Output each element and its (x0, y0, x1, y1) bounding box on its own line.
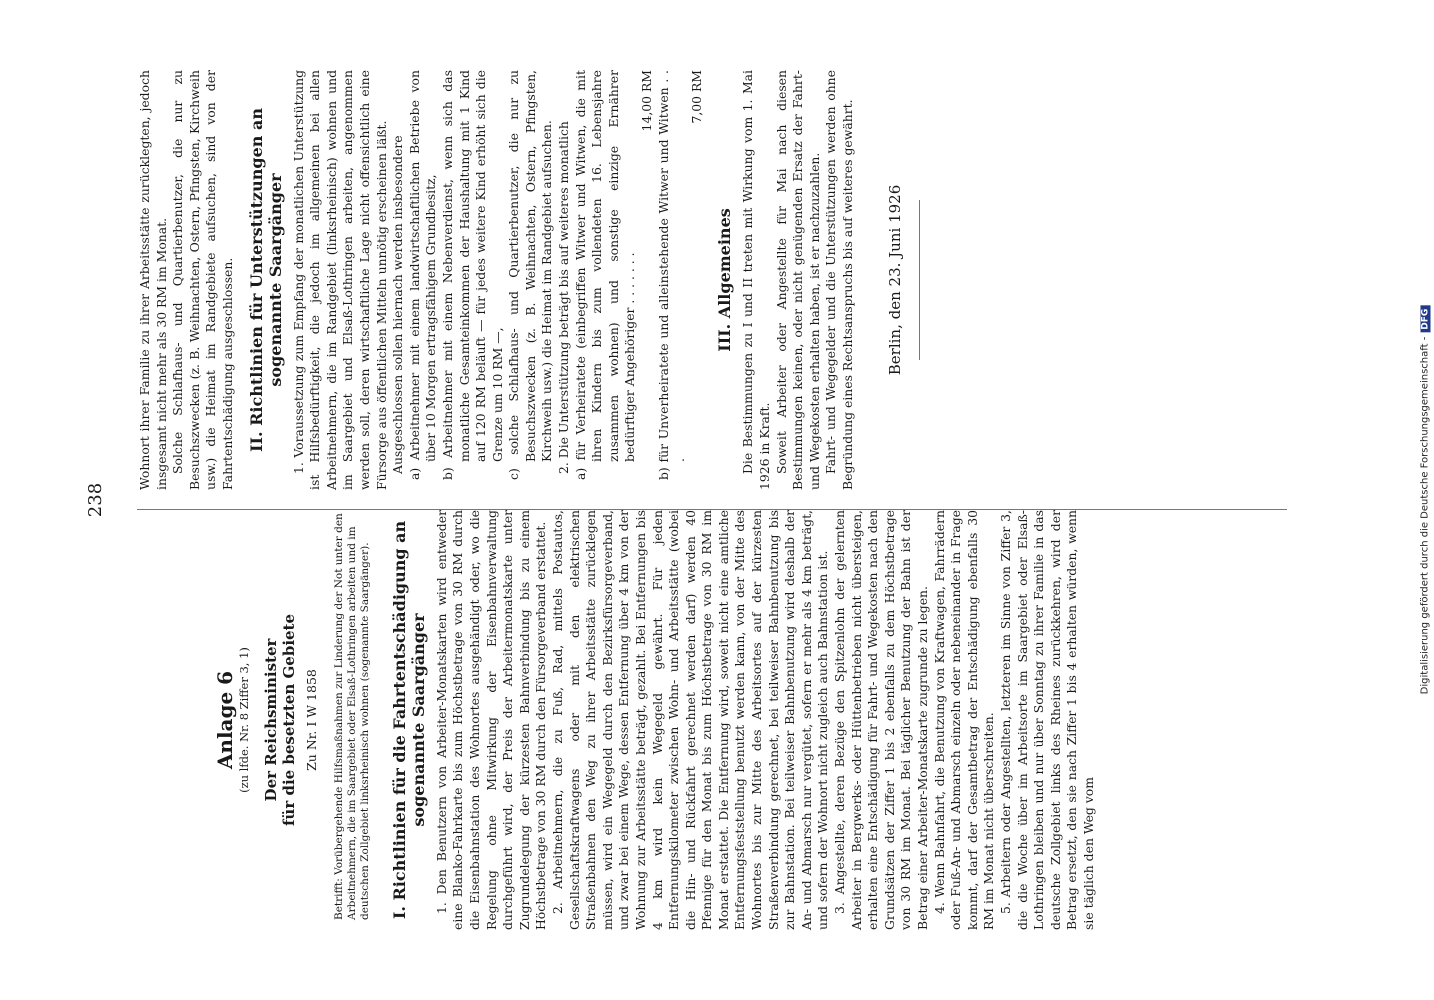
right-column (137, 70, 920, 490)
authority-line-1: Der Reichsminister (262, 638, 281, 802)
anlage-reference: (zu lfde. Nr. 8 Ziffer 3, 1) (236, 647, 251, 793)
section-3-paragraph-1: Die Bestimmungen zu I und II treten mit Wirkung vom 1. Mai 1926 in Kraft. (740, 70, 772, 490)
section-1-paragraph-2: 2. Arbeitnehmern, die zu Fuß, Rad, mittels Postautos, Gesellschaftskraftwagens oder mit den elektrischen Straßenbahnen den Weg zu ihrer Arbeitsstätte zurücklegen müssen, wird ein Wegegeld durch den Bezirksfürsorgeverband, und zwar bei einem Wege, dessen Entfernung über 4 km von der Wohnung zur Arbeitsstätte beträgt, gezahlt. Bei Entfernungen bis 4 km wird kein Wegegeld gewährt. Für jeden Entfernungskilometer zwischen Wohn- und Arbeitsstätte (wobei die Hin- und Rückfahrt gerechnet werden darf) werden 40 Pfennige für den Monat bis zum Höchstbetrage von 30 RM im Monat erstattet. Die Entfernung wird, soweit nicht eine amtliche Entfernungsfeststellung benutzt werden kann, von der Mitte des Wohnortes bis zur Mitte des Arbeitsortes auf der kürzesten Straßenverbindung gerechnet, bei teilweiser Bahnbenutzung bis zur Bahnstation. Bei teilweiser Bahnbenutzung wird deshalb der An- und Abmarsch nur vergütet, sofern er mehr als 4 km beträgt, und sofern der Wohnort nicht zugleich auch Bahnstation ist. (549, 510, 831, 930)
betrifft-note: Betrifft: Vorübergehende Hilfsmaßnahmen zur Linderung der Not unter den Arbeitnehmern, die im Saargebiet oder Elsaß-Lothringen arbeiten und im deutschen Zollgebiet linksrheinisch wohnen (sogenannte Saargänger). (332, 513, 371, 920)
section-2-paragraph-2: 2. Die Unterstützung beträgt bis auf weiteres monatlich (556, 121, 572, 474)
anlage-heading: Anlage 6 (213, 670, 237, 770)
section-2-item-b: b) Arbeitnehmer mit einem Nebenverdienst, wenn sich das monatliche Gesamteinkommen der Haushaltung mit 1 Kind auf 120 RM beläuft — für jedes weitere Kind erhöht sich die Grenze um 10 RM —, (439, 70, 505, 480)
section-2-paragraph-1: 1. Voraussetzung zum Empfang der monatlichen Unterstützung ist Hilfsbedürftigkeit, die jedoch im allgemeinen bei allen Arbeitnehmern, die im Randgebiet (linksrheinisch) wohnen und im Saargebiet und Elsaß-Lothringen arbeiten, angenommen werden soll, deren wirtschaftliche Lage nicht offensichtlich eine Fürsorge aus öffentlichen Mitteln unnötig erscheinen läßt. (290, 70, 389, 490)
section-3-title: III. Allgemeines (715, 208, 735, 352)
section-2-rate-b (656, 70, 706, 490)
section-1-paragraph-4: 4. Wenn Bahnfahrt, die Benutzung von Kraftwagen, Fahrrädern oder Fuß-An- und Abmarsch einzeln oder nebeneinander in Frage kommt, darf der Gesamtbetrag der Entschädigung ebenfalls 30 RM im Monat nicht überschreiten. (931, 510, 997, 930)
section-2-item-c: c) solche Schlafhaus- und Quartierbenutzer, die nur zu Besuchszwecken (z. B. Weihnachten, Ostern, Pfingsten, Kirchweih usw.) die Heimat im Randgebiet aufsuchen. (506, 70, 555, 480)
section-2-title: II. Richtlinien für Unterstützungen an sogenannte Saargänger (246, 108, 285, 452)
rate-a-text: a) für Verheiratete (einbegriffen Witwer und Witwen, die mit ihren Kindern bis zum vollendeten 16. Lebensjahre zusammen wohnen) und sonstige einzige Ernährer bedürftiger Angehöriger . . . . . . . (572, 70, 638, 480)
rate-b-amount: 7,00 RM (688, 70, 704, 124)
section-2-paragraph-1b: Ausgeschlossen sollen hiernach werden insbesondere (390, 135, 406, 474)
rate-a-amount: 14,00 RM (639, 70, 655, 132)
signature-date: Berlin, den 23. Juni 1926 (885, 184, 904, 376)
section-2-rate-a (573, 70, 656, 490)
column-divider (137, 509, 1287, 510)
digitization-note (1418, 10, 1432, 990)
section-3-paragraph-3: Fahrt- und Wegegelder und die Unterstützungen werden ohne Begründung eines Rechtsanspruchs bis auf weiteres gewährt. (823, 70, 855, 490)
section-3-paragraph-2: Soweit Arbeiter oder Angestellte für Mai nach diesen Bestimmungen keinen, oder nicht genügenden Ersatz der Fahrt- und Wegekosten erhalten haben, ist er nachzuzahlen. (773, 70, 822, 490)
paragraph-continuation: Wohnort ihrer Familie zu ihrer Arbeitsstätte zurücklegten, jedoch insgesamt nicht mehr als 30 RM im Monat. (137, 70, 169, 490)
section-2-item-a: a) Arbeitnehmer mit einem landwirtschaftlichen Betriebe von über 10 Morgen ertragsfähigem Grundbesitz, (406, 70, 439, 480)
page-number: 238 (85, 482, 106, 518)
section-1-paragraph-6: Solche Schlafhaus- und Quartierbenutzer, die nur zu Besuchszwecken (z. B. Weihnachten, Ostern, Pfingsten, Kirchweih usw.) die Heimat im Randgebiete aufsuchen, sind von der Fahrtentschädigung ausgeschlossen. (170, 70, 235, 490)
closing-rule (919, 200, 920, 360)
authority-line-2: für die besetzten Gebiete (280, 613, 299, 827)
digitization-text: Digitalisierung gefördert durch die Deutsche Forschungsgemeinschaft - (1419, 336, 1431, 695)
left-column (137, 510, 1098, 930)
section-1-paragraph-5: 5. Arbeitern oder Angestellten, letzteren im Sinne von Ziffer 3, die die Woche über im Arbeitsorte im Saargebiet oder Elsaß-Lothringen bleiben und nur über Sonntag zu ihrer Familie in das deutsche Zollgebiet links des Rheines zurückkehren, wird der Betrag ersetzt, den sie nach Ziffer 1 bis 4 erhalten würden, wenn sie täglich den Weg vom (997, 510, 1096, 930)
section-1-paragraph-3: 3. Angestellte, deren Bezüge den Spitzenlohn der gelernten Arbeiter in Bergwerks- oder Hüttenbetrieben nicht übersteigen, erhalten eine Entschädigung für Fahrt- und Wegekosten nach den Grundsätzen der Ziffer 1 bis 2 ebenfalls zu dem Höchstbetrage von 30 RM im Monat. Bei täglicher Benutzung der Bahn ist der Betrag einer Arbeiter-Monatskarte zugrunde zu legen. (832, 510, 930, 930)
dfg-logo: DFG (1421, 306, 1431, 333)
rate-b-text: b) für Unverheiratete und alleinstehende Witwer und Witwen . . . (655, 70, 688, 480)
file-reference: Zu Nr. I W 1858 (304, 669, 320, 771)
section-1-title: I. Richtlinien für die Fahrtentschädigung an sogenannte Saargänger (389, 520, 428, 920)
document-page (67, 50, 1367, 950)
section-1-paragraph-1: 1. Den Benutzern von Arbeiter-Monatskarten wird entweder eine Blanko-Fahrkarte bis zum Höchstbetrage von 30 RM durch die Eisenbahnstation des Wohnortes ausgehändigt oder, wo die Regelung ohne Mitwirkung der Eisenbahnverwaltung durchgeführt wird, der Preis der Arbeitermonatskarte unter Zugrundelegung der kürzesten Bahnverbindung bis zu einem Höchstbetrage von 30 RM durch den Fürsorgeverband erstattet. (433, 510, 549, 930)
